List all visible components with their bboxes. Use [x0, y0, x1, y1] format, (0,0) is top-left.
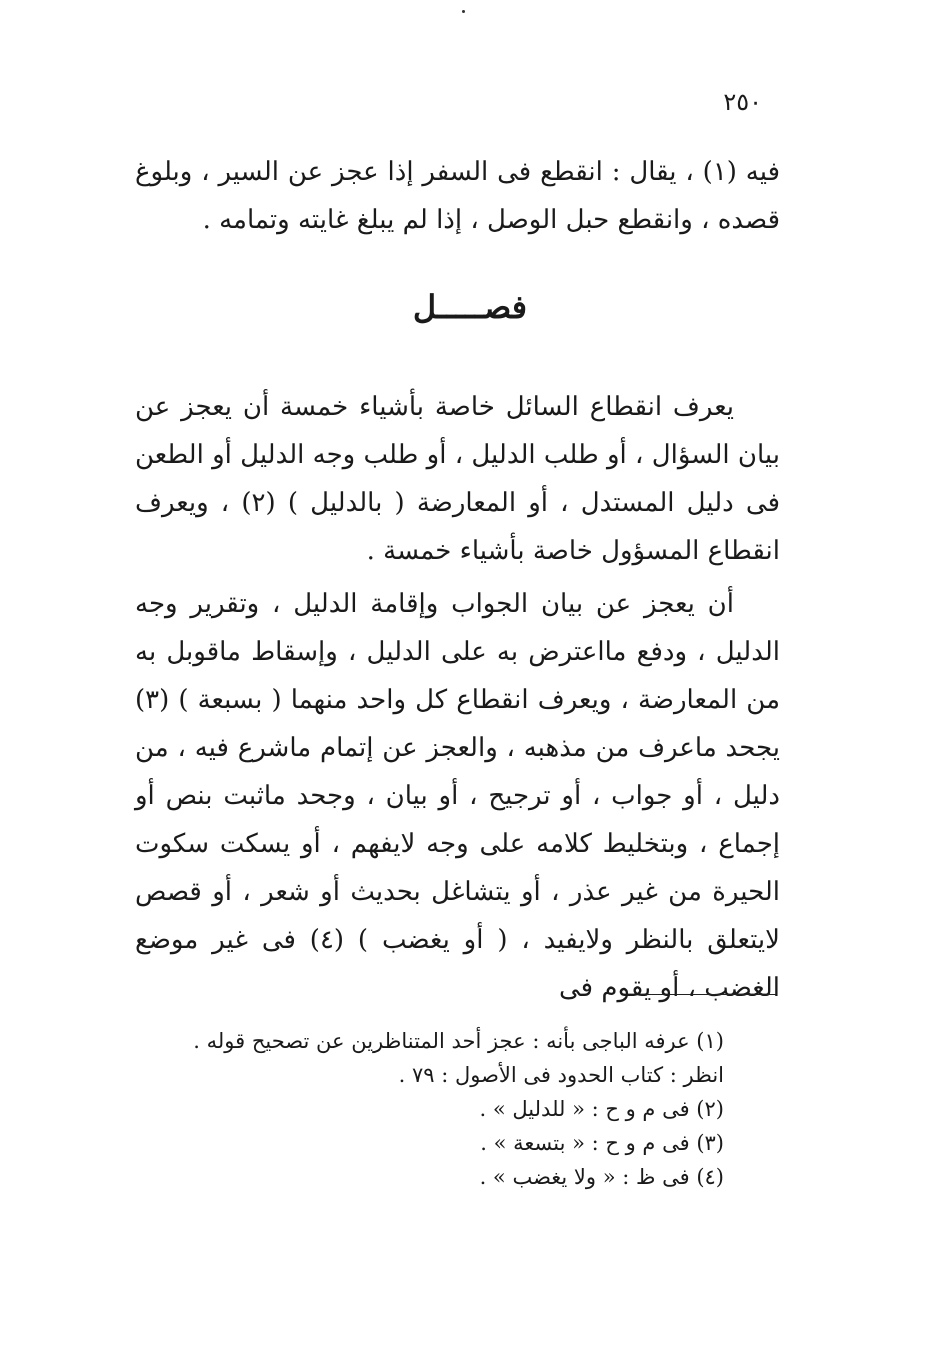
page-number: ٢٥٠: [723, 88, 762, 116]
footnote-3: (٣) فى م و ح : « بتسعة » .: [480, 1131, 724, 1155]
footnote-divider: [640, 994, 776, 995]
footnote-1-continuation: انظر : كتاب الحدود فى الأصول : ٧٩ .: [398, 1063, 724, 1087]
top-dot-mark: [462, 10, 465, 13]
paragraph-respondent-interruption: أن يعجز عن بيان الجواب وإقامة الدليل ، وتقرير وجه الدليل ، ودفع مااعترض به على الدليل ، وإسقاط ماقوبل به من المعارضة ، ويعرف انقطاع كل واحد منهما ( بسبعة ) (٣) يجحد ماعرف من مذهبه ، والعجز عن إتمام ماشرع فيه ، من دليل ، أو جواب ، أو ترجيح ، أو بيان ، وجحد ماثبت بنص أو إجماع ، وبتخليط كلامه على وجه لايفهم ، أو يسكت سكوت الحيرة من غير عذر ، أو يتشاغل بحديث أو شعر ، أو قصص لايتعلق بالنظر ولايفيد ، ( أو يغضب ) (٤) فى غير موضع الغضب ، أو يقوم فى: [135, 589, 780, 1003]
paragraph-questioner-interruption: يعرف انقطاع السائل خاصة بأشياء خمسة أن يعجز عن بيان السؤال ، أو طلب الدليل ، أو طلب وجه الدليل أو الطعن فى دليل المستدل ، أو المعارضة ( بالدليل ) (٢) ، ويعرف انقطاع المسؤول خاصة بأشياء خمسة .: [135, 392, 780, 566]
footnotes-list: [164, 1024, 724, 1194]
footnote-4: (٤) فى ظ : « ولا يغضب » .: [479, 1165, 724, 1189]
footnote-2: (٢) فى م و ح : « للدليل » .: [479, 1097, 724, 1121]
footnote-1: (١) عرفه الباجى بأنه : عجز أحد المتناظرين عن تصحيح قوله .: [193, 1029, 724, 1053]
section-title: فصـــــل: [412, 288, 528, 326]
intro-paragraph: فيه (١) ، يقال : انقطع فى السفر إذا عجز عن السير ، وبلوغ قصده ، وانقطع حبل الوصل ، إذا لم يبلغ غايته وتمامه .: [135, 157, 781, 235]
